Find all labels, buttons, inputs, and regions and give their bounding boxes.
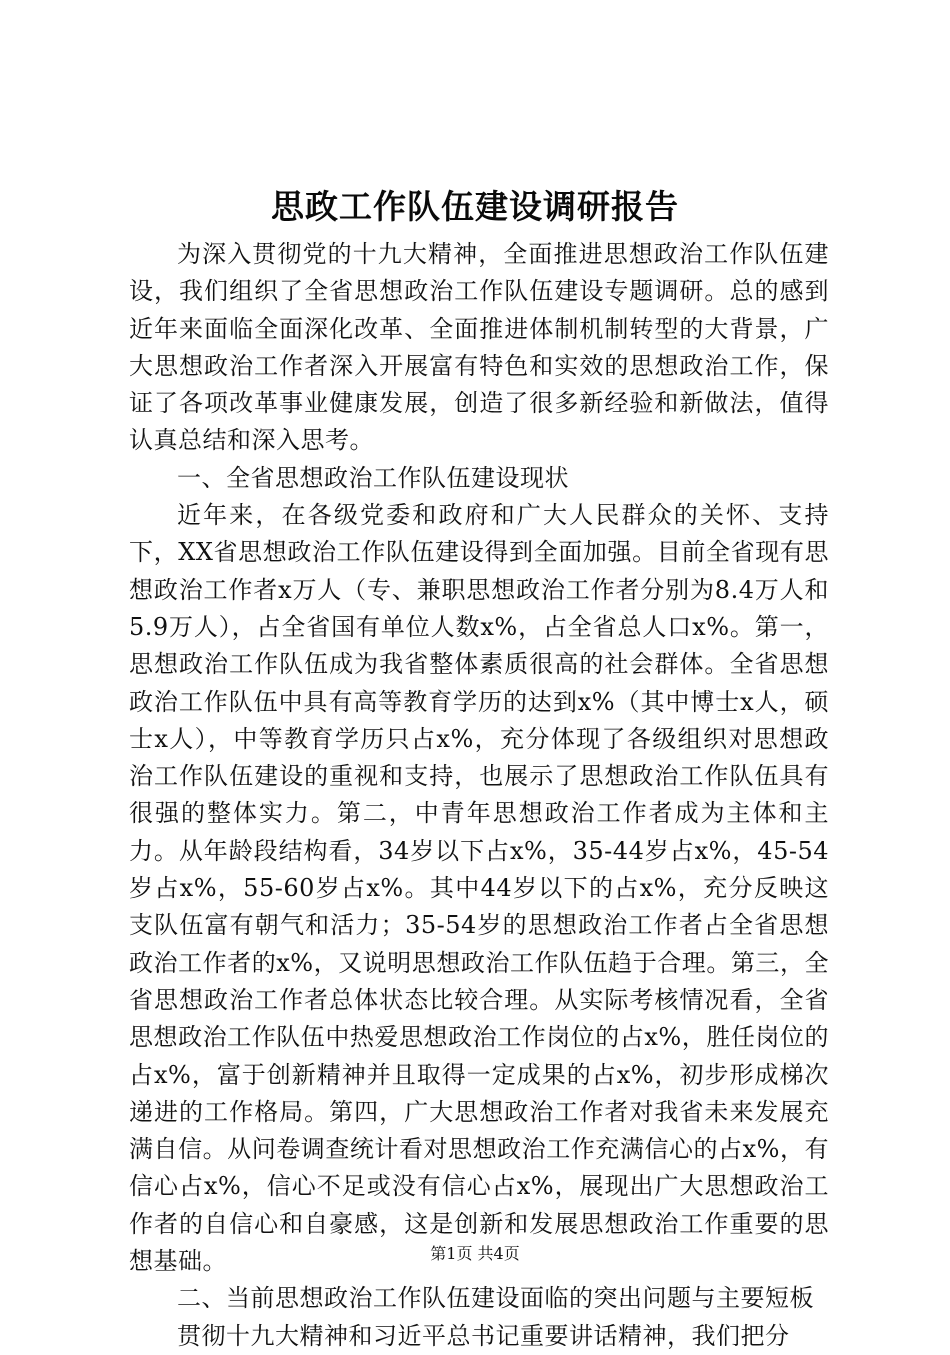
page-number-footer: 第1页 共4页	[430, 1244, 520, 1263]
section-heading-1: 一、全省思想政治工作队伍建设现状	[177, 463, 569, 492]
section-2-paragraph: 贯彻十九大精神和习近平总书记重要讲话精神，我们把分	[177, 1321, 790, 1350]
section-heading-2: 二、当前思想政治工作队伍建设面临的突出问题与主要短板	[177, 1284, 814, 1313]
document-body	[129, 236, 829, 1355]
section-1-paragraph: 近年来，在各级党委和政府和广大人民群众的关怀、支持下，XX省思想政治工作队伍建设得到全面加强。目前全省现有思想政治工作者x万人（专、兼职思想政治工作者分别为8.4万人和5.9万人），占全省国有单位人数x%，占全省总人口x%。第一，思想政治工作队伍成为我省整体素质很高的社会群体。全省思想政治工作队伍中具有高等教育学历的达到x%（其中博士x人，硕士x人），中等教育学历只占x%，充分体现了各级组织对思想政治工作队伍建设的重视和支持，也展示了思想政治工作队伍具有很强的整体实力。第二，中青年思想政治工作者成为主体和主力。从年龄段结构看，34岁以下占x%，35-44岁占x%，45-54岁占x%，55-60岁占x%。其中44岁以下的占x%，充分反映这支队伍富有朝气和活力；35-54岁的思想政治工作者占全省思想政治工作者的x%，又说明思想政治工作队伍趋于合理。第三，全省思想政治工作者总体状态比较合理。从实际考核情况看，全省思想政治工作队伍中热爱思想政治工作岗位的占x%，胜任岗位的占x%，富于创新精神并且取得一定成果的占x%，初步形成梯次递进的工作格局。第四，广大思想政治工作者对我省未来发展充满自信。从问卷调查统计看对思想政治工作充满信心的占x%，有信心占x%，信心不足或没有信心占x%，展现出广大思想政治工作者的自信心和自豪感，这是创新和发展思想政治工作重要的思想基础。	[129, 501, 829, 1276]
document-title: 思政工作队伍建设调研报告	[271, 187, 679, 226]
intro-paragraph: 为深入贯彻党的十九大精神，全面推进思想政治工作队伍建设，我们组织了全省思想政治工作队伍建设专题调研。总的感到近年来面临全面深化改革、全面推进体制机制转型的大背景，广大思想政治工作者深入开展富有特色和实效的思想政治工作，保证了各项改革事业健康发展，创造了很多新经验和新做法，值得认真总结和深入思考。	[129, 240, 829, 455]
